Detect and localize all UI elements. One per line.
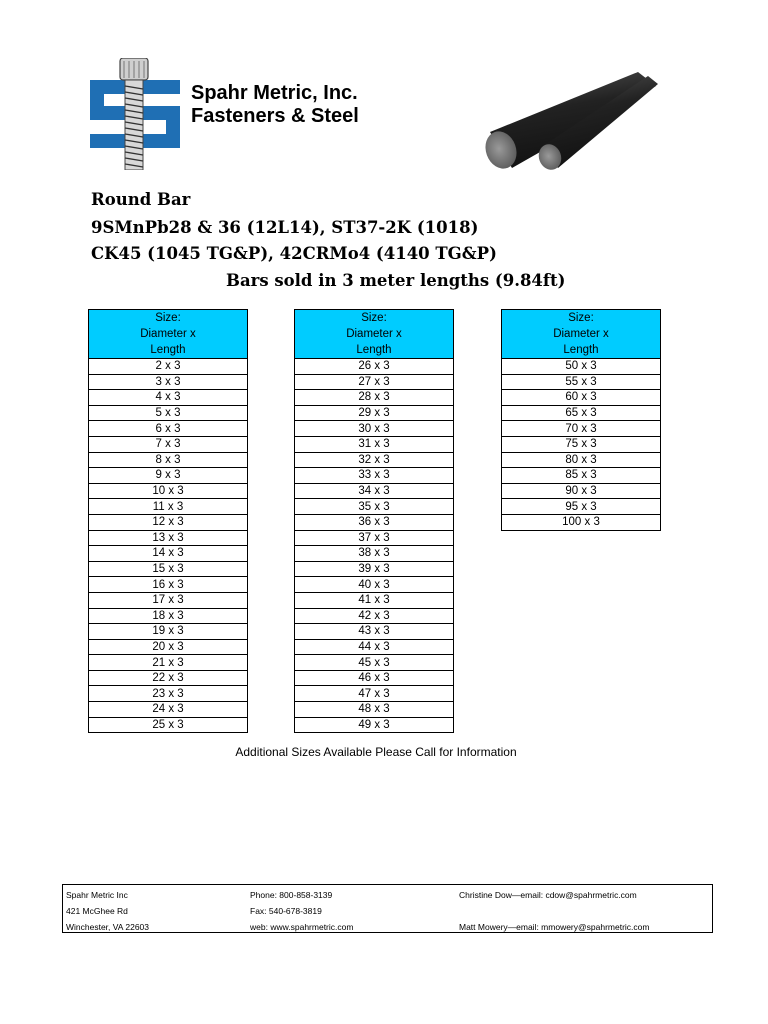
table-row [295,686,454,702]
table-row [502,514,661,530]
size-cell: 15 x 3 [89,561,248,577]
size-cell: 23 x 3 [89,686,248,702]
header-length: Length [150,344,186,356]
size-cell: 17 x 3 [89,592,248,608]
table-row [89,514,248,530]
size-cell: 95 x 3 [502,499,661,515]
size-cell: 46 x 3 [295,670,454,686]
heading-grades-2: CK45 (1045 TG&P), 42CRMo4 (4140 TG&P) [91,244,497,263]
table-row [89,717,248,733]
size-cell: 48 x 3 [295,702,454,718]
footer-contact-box [62,884,713,933]
table-row [89,483,248,499]
table-row [502,390,661,406]
table-row [295,639,454,655]
size-cell: 32 x 3 [295,452,454,468]
table-row [295,670,454,686]
size-cell: 75 x 3 [502,436,661,452]
size-cell: 40 x 3 [295,577,454,593]
table-row [502,452,661,468]
table-row [295,655,454,671]
size-cell: 85 x 3 [502,468,661,484]
footer-person: Matt Mowery—email: mmowery@spahrmetric.com [459,922,650,932]
size-cell: 55 x 3 [502,374,661,390]
size-table-3 [501,309,661,531]
size-cell: 10 x 3 [89,483,248,499]
size-cell: 33 x 3 [295,468,454,484]
size-cell: 22 x 3 [89,670,248,686]
footer-people [459,888,649,936]
size-cell: 34 x 3 [295,483,454,499]
table-row [295,577,454,593]
size-cell: 6 x 3 [89,421,248,437]
table-row [502,499,661,515]
header-length: Length [356,344,392,356]
table-row [89,561,248,577]
size-cell: 14 x 3 [89,546,248,562]
size-cell: 50 x 3 [502,359,661,375]
table-row [89,608,248,624]
size-cell: 31 x 3 [295,436,454,452]
table-row [502,483,661,499]
table-row [89,468,248,484]
table-row [295,624,454,640]
table-row [89,499,248,515]
table-row [295,483,454,499]
header-diameter: Diameter x [140,328,196,340]
table-row [502,468,661,484]
size-cell: 27 x 3 [295,374,454,390]
footer-contact [250,888,353,936]
size-cell: 9 x 3 [89,468,248,484]
size-cell: 24 x 3 [89,702,248,718]
size-cell: 4 x 3 [89,390,248,406]
heading-grades-1: 9SMnPb28 & 36 (12L14), ST37-2K (1018) [91,218,479,237]
header-size: Size: [361,312,387,324]
table-row [295,499,454,515]
table-row [89,436,248,452]
size-cell: 60 x 3 [502,390,661,406]
company-logo-icon [90,58,180,170]
footer-address-line: 421 McGhee Rd [66,906,128,916]
table-row [89,359,248,375]
table-row [295,608,454,624]
table-row [295,421,454,437]
heading-round-bar: Round Bar [91,190,191,209]
size-cell: 3 x 3 [89,374,248,390]
size-cell: 42 x 3 [295,608,454,624]
size-cell: 26 x 3 [295,359,454,375]
size-cell: 18 x 3 [89,608,248,624]
size-cell: 25 x 3 [89,717,248,733]
size-cell: 5 x 3 [89,405,248,421]
table-row [502,436,661,452]
table-row [502,405,661,421]
table-row [502,374,661,390]
footer-person-spacer [459,904,649,920]
table-row [89,546,248,562]
table-row [295,702,454,718]
size-cell: 8 x 3 [89,452,248,468]
size-table-1 [88,309,248,733]
table-row [295,374,454,390]
header-size: Size: [568,312,594,324]
footer-fax: Fax: 540-678-3819 [250,906,322,916]
additional-sizes-note: Additional Sizes Available Please Call for Information [235,745,517,759]
footer-web: web: www.spahrmetric.com [250,922,354,932]
table-row [89,530,248,546]
size-cell: 35 x 3 [295,499,454,515]
table-row [295,390,454,406]
footer-address-line: Spahr Metric Inc [66,890,128,900]
size-table-2 [294,309,454,733]
size-cell: 90 x 3 [502,483,661,499]
size-cell: 28 x 3 [295,390,454,406]
size-cell: 38 x 3 [295,546,454,562]
footer-phone: Phone: 800-858-3139 [250,890,333,900]
table-row [89,390,248,406]
size-cell: 44 x 3 [295,639,454,655]
size-cell: 49 x 3 [295,717,454,733]
size-cell: 65 x 3 [502,405,661,421]
size-cell: 21 x 3 [89,655,248,671]
company-name [191,82,359,128]
size-cell: 70 x 3 [502,421,661,437]
table-row [89,670,248,686]
table-row [295,452,454,468]
table-row [295,468,454,484]
footer-address-line: Winchester, VA 22603 [66,922,150,932]
table-row [295,436,454,452]
table-row [89,639,248,655]
size-cell: 29 x 3 [295,405,454,421]
footer-person: Christine Dow—email: cdow@spahrmetric.com [459,890,637,900]
size-cell: 100 x 3 [502,514,661,530]
table-row [89,624,248,640]
table-row [295,405,454,421]
size-cell: 39 x 3 [295,561,454,577]
size-cell: 12 x 3 [89,514,248,530]
size-cell: 41 x 3 [295,592,454,608]
size-cell: 20 x 3 [89,639,248,655]
size-cell: 30 x 3 [295,421,454,437]
size-cell: 2 x 3 [89,359,248,375]
header-diameter: Diameter x [553,328,609,340]
table-row [89,452,248,468]
table-row [89,686,248,702]
table-row [295,514,454,530]
table-row [502,359,661,375]
company-name-line1: Spahr Metric, Inc. [191,82,358,104]
size-cell: 19 x 3 [89,624,248,640]
size-cell: 80 x 3 [502,452,661,468]
size-cell: 43 x 3 [295,624,454,640]
table-row [295,592,454,608]
table-row [89,577,248,593]
table-header [89,310,248,359]
table-header [502,310,661,359]
table-row [89,374,248,390]
size-cell: 45 x 3 [295,655,454,671]
size-cell: 13 x 3 [89,530,248,546]
table-row [89,421,248,437]
header-size: Size: [155,312,181,324]
heading-lengths: Bars sold in 3 meter lengths (9.84ft) [226,271,566,290]
size-cell: 37 x 3 [295,530,454,546]
table-row [89,405,248,421]
size-cell: 36 x 3 [295,514,454,530]
size-cell: 11 x 3 [89,499,248,515]
company-name-line2: Fasteners & Steel [191,105,359,127]
header-length: Length [563,344,599,356]
size-cell: 7 x 3 [89,436,248,452]
table-row [295,546,454,562]
table-header [295,310,454,359]
table-row [502,421,661,437]
footer-address [66,888,149,936]
table-row [295,561,454,577]
size-cell: 16 x 3 [89,577,248,593]
round-bars-image [478,64,663,176]
table-row [295,359,454,375]
table-row [89,592,248,608]
table-row [89,655,248,671]
size-cell: 47 x 3 [295,686,454,702]
header-diameter: Diameter x [346,328,402,340]
table-row [89,702,248,718]
table-row [295,530,454,546]
table-row [295,717,454,733]
